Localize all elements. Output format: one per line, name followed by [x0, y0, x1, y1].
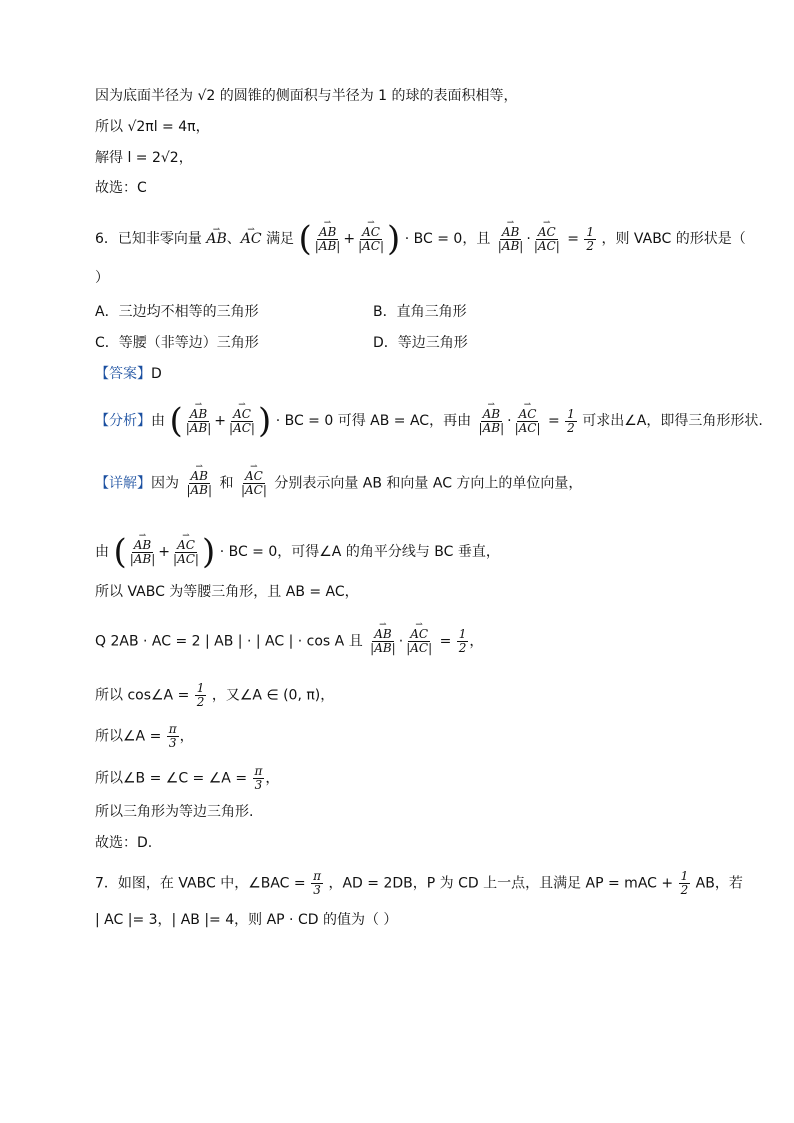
- fraction-one-half: $\frac{1}{2}$: [458, 627, 467, 655]
- vector-ac: ⇀ AC: [241, 229, 262, 249]
- solution-line-3: 解得 l = 2√2，: [95, 150, 193, 166]
- detail-line-4: Q 2AB · AC = 2 | AB | · | AC | · cos A 且 ⇀ $\frac{AB}{|AB|}$ · ⇀ $\frac{AC}{|AC|}$ = $\frac{1}{2}$ ，: [95, 628, 483, 655]
- detail-line-8: 所以三角形为等边三角形.: [95, 804, 254, 820]
- detail-line-5: 所以 cos∠A = $\frac{1}{2}$ ，又∠A ∈ (0, π)，: [95, 681, 335, 709]
- unit-vector-ac: ⇀ $\frac{AC}{|AC|}$: [404, 628, 434, 655]
- vector-ab: ⇀ AB: [206, 229, 226, 249]
- unit-vector-ab: ⇀ $\frac{AB}{|AB|}$: [496, 226, 526, 253]
- question-6-close: ）: [95, 270, 109, 286]
- unit-vector-ac: ⇀ $\frac{AC}{|AC|}$: [171, 539, 201, 566]
- question-7-line-2: | AC |= 3，| AB |= 4，则 AP · CD 的值为（ ）: [95, 912, 398, 928]
- fraction-one-half: $\frac{1}{2}$: [586, 224, 595, 253]
- detail-line-7: 所以∠B = ∠C = ∠A = $\frac{\pi}{3}$ ，: [95, 764, 280, 792]
- unit-vector-ac: ⇀ $\frac{AC}{|AC|}$: [239, 470, 269, 497]
- detail-line-2: 由 ( ⇀ $\frac{AB}{|AB|}$ + ⇀ $\frac{AC}{|AC|}$ ) · BC = 0，可得∠A 的角平分线与 BC 垂直，: [95, 535, 500, 569]
- fraction-pi-over-3: $\frac{\pi}{3}$: [168, 722, 177, 750]
- solution-line-4: 故选：C: [95, 180, 147, 196]
- fraction-pi-over-3: $\frac{\pi}{3}$: [313, 869, 321, 897]
- fraction-one-half: $\frac{1}{2}$: [567, 406, 575, 435]
- option-d: D．等边三角形: [373, 335, 468, 351]
- unit-vector-ac: ⇀ $\frac{AC}{|AC|}$: [227, 408, 257, 435]
- unit-vector-ab: ⇀ $\frac{AB}{|AB|}$: [368, 628, 398, 655]
- unit-vector-ac: ⇀ $\frac{AC}{|AC|}$: [356, 226, 386, 253]
- unit-vector-ac: ⇀ $\frac{AC}{|AC|}$: [532, 226, 562, 253]
- fraction-one-half: $\frac{1}{2}$: [196, 681, 205, 709]
- option-b: B．直角三角形: [373, 304, 467, 320]
- answer-line: [95, 364, 162, 384]
- solution-line-1: 因为底面半径为 √2 的圆锥的侧面积与半径为 1 的球的表面积相等，: [95, 88, 518, 104]
- solution-line-2: 所以 √2πl = 4π，: [95, 119, 210, 135]
- answer-value: D: [151, 366, 162, 382]
- detail-line-3: 所以 VABC 为等腰三角形，且 AB = AC，: [95, 584, 359, 600]
- fraction-one-half: $\frac{1}{2}$: [680, 869, 689, 897]
- answer-tag: 【答案】: [95, 366, 151, 382]
- unit-vector-ab: ⇀ $\frac{AB}{|AB|}$: [477, 408, 507, 435]
- detail-line-6: 所以∠A = $\frac{\pi}{3}$ ，: [95, 722, 194, 750]
- question-6-stem: 6．已知非零向量 ⇀ AB、⇀ AC 满足 ( ⇀ $\frac{AB}{|AB|}$ + ⇀ $\frac{AC}{|AC|}$ ) · BC = 0，且 ⇀ $\frac{AB}{|AB|}$ · ⇀ $\frac{AC}{|AC|}$ = $\frac{1}{2}$ ，则 VABC 的形状是（: [95, 222, 746, 256]
- unit-vector-ab: ⇀ $\frac{AB}{|AB|}$: [313, 226, 343, 253]
- option-c: C．等腰（非等边）三角形: [95, 335, 259, 351]
- unit-vector-ab: ⇀ $\frac{AB}{|AB|}$: [184, 408, 214, 435]
- analysis-tag: 【分析】: [95, 413, 151, 429]
- unit-vector-ab: ⇀ $\frac{AB}{|AB|}$: [128, 539, 158, 566]
- detail-line-1: 【详解】因为 ⇀ $\frac{AB}{|AB|}$ 和 ⇀ $\frac{AC}{|AC|}$ 分别表示向量 AB 和向量 AC 方向上的单位向量，: [95, 470, 582, 497]
- analysis-line: 【分析】由 ( ⇀ $\frac{AB}{|AB|}$ + ⇀ $\frac{AC}{|AC|}$ ) · BC = 0 可得 AB = AC，再由 ⇀ $\frac{AB}{|AB|}$ · ⇀ $\frac{AC}{|AC|}$ = $\frac{1}{2}$ 可求出∠A，即得三角形形状.: [95, 404, 763, 438]
- unit-vector-ab: ⇀ $\frac{AB}{|AB|}$: [184, 470, 214, 497]
- detail-line-9: 故选：D.: [95, 835, 153, 851]
- detail-tag: 【详解】: [95, 475, 151, 492]
- question-7-line-1: 7．如图，在 VABC 中，∠BAC = $\frac{\pi}{3}$ ，AD = 2DB，P 为 CD 上一点，且满足 AP = mAC + $\frac{1}{2}$ AB，若: [95, 869, 743, 897]
- option-a: A．三边均不相等的三角形: [95, 304, 259, 320]
- unit-vector-ac: ⇀ $\frac{AC}{|AC|}$: [513, 408, 543, 435]
- fraction-pi-over-3: $\frac{\pi}{3}$: [254, 764, 263, 792]
